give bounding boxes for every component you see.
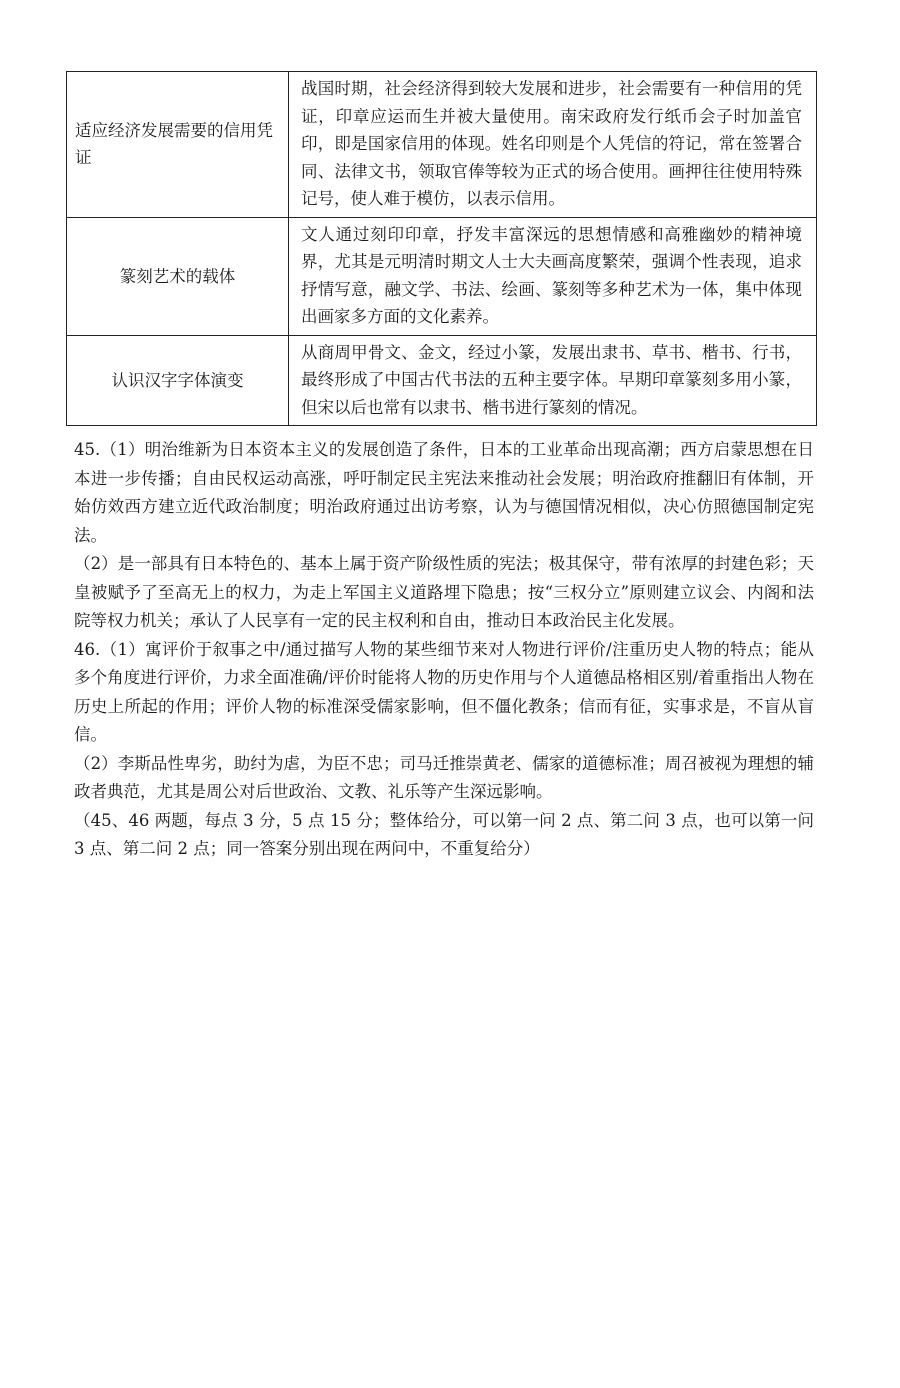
scoring-note: （45、46 两题，每点 3 分，5 点 15 分；整体给分，可以第一问 2 点、第二问 3 点，也可以第一问 3 点、第二问 2 点；同一答案分别出现在两问中，不重复给分）	[74, 810, 814, 858]
table-content-cell: 战国时期，社会经济得到较大发展和进步，社会需要有一种信用的凭证，印章应运而生并被大量使用。南宋政府发行纸币会子时加盖官印，即是国家信用的体现。姓名印则是个人凭信的符记，常在签署合同、法律文书，领取官俸等较为正式的场合使用。画押往往使用特殊记号，使人难于模仿，以表示信用。	[289, 72, 817, 218]
table-row	[67, 217, 817, 335]
table-topic-cell: 认识汉字字体演变	[67, 335, 289, 426]
answer-46-part-1: 46.（1）寓评价于叙事之中/通过描写人物的某些细节来对人物进行评价/注重历史人物的特点；能从多个角度进行评价，力求全面准确/评价时能将人物的历史作用与个人道德品格相区别/着重指出人物在历史上所起的作用；评价人物的标准深受儒家影响，但不僵化教条；信而有征，实事求是，不盲从盲信。	[74, 639, 814, 744]
answer-45-part-2: （2）是一部具有日本特色的、基本上属于资产阶级性质的宪法；极其保守，带有浓厚的封建色彩；天皇被赋予了至高无上的权力，为走上军国主义道路埋下隐患；按“三权分立”原则建立议会、内阁和法院等权力机关；承认了人民享有一定的民主权利和自由，推动日本政治民主化发展。	[74, 554, 814, 630]
table-content-cell: 从商周甲骨文、金文，经过小篆，发展出隶书、草书、楷书、行书，最终形成了中国古代书法的五种主要字体。早期印章篆刻多用小篆，但宋以后也常有以隶书、楷书进行篆刻的情况。	[289, 335, 817, 426]
table-row	[67, 72, 817, 218]
table-row	[67, 335, 817, 426]
answer-section	[74, 436, 814, 864]
answer-46-part-2: （2）李斯品性卑劣，助纣为虐，为臣不忠；司马迁推崇黄老、儒家的道德标准；周召被视为理想的辅政者典范，尤其是周公对后世政治、文教、礼乐等产生深远影响。	[74, 753, 814, 801]
table-topic-cell: 篆刻艺术的载体	[67, 217, 289, 335]
table-content-cell: 文人通过刻印印章，抒发丰富深远的思想情感和高雅幽妙的精神境界，尤其是元明清时期文人士大夫画高度繁荣，强调个性表现，追求抒情写意，融文学、书法、绘画、篆刻等多种艺术为一体，集中体现出画家多方面的文化素养。	[289, 217, 817, 335]
table-topic-cell: 适应经济发展需要的信用凭证	[67, 72, 289, 218]
answer-45-part-1: 45.（1）明治维新为日本资本主义的发展创造了条件，日本的工业革命出现高潮；西方启蒙思想在日本进一步传播；自由民权运动高涨，呼吁制定民主宪法来推动社会发展；明治政府推翻旧有体制，开始仿效西方建立近代政治制度；明治政府通过出访考察，认为与德国情况相似，决心仿照德国制定宪法。	[74, 440, 814, 545]
answer-table	[66, 71, 817, 426]
